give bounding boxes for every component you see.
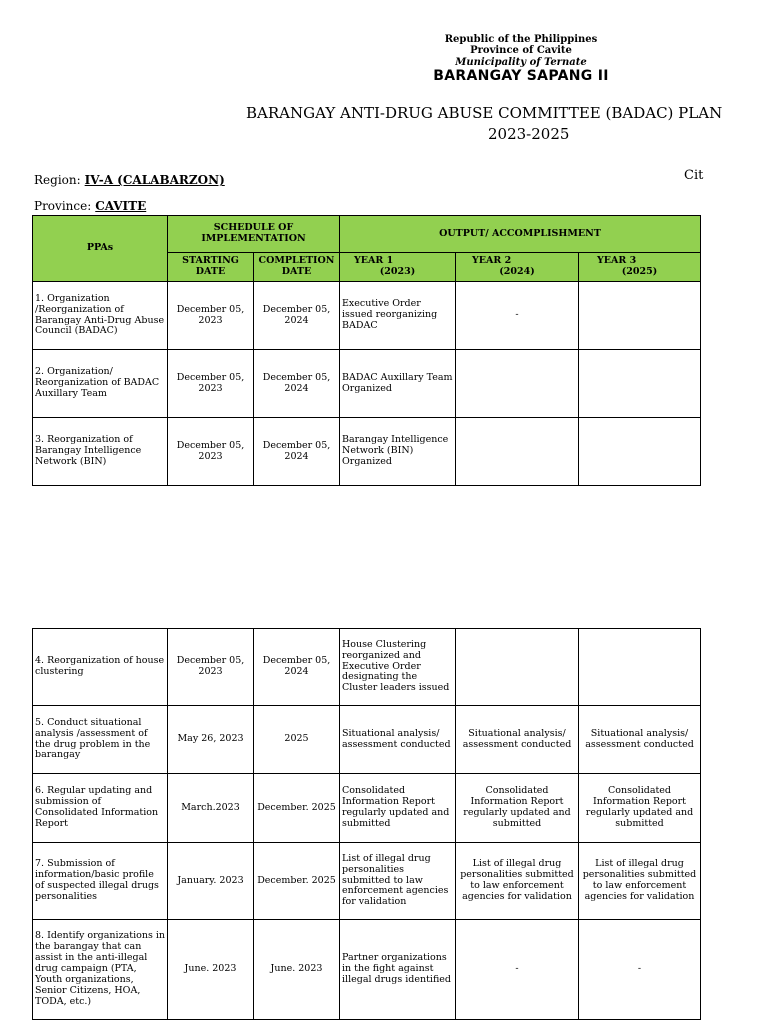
ppa-cell: 6. Regular updating and submission of Consolidated Information Report: [33, 774, 168, 843]
year3-cell: [579, 629, 701, 706]
end-date-cell: December. 2025: [254, 774, 340, 843]
start-date-cell: December 05, 2023: [168, 350, 254, 418]
table-row: [33, 774, 701, 843]
year1-value: (2023): [379, 266, 416, 277]
year1-cell: Executive Order issued reorganizing BADAC: [340, 282, 456, 350]
province-field: [34, 199, 146, 213]
year2-label: YEAR 2: [472, 255, 512, 267]
year2-cell: [456, 629, 579, 706]
year3-cell: Consolidated Information Report regularly updated and submitted: [579, 774, 701, 843]
year3-cell: List of illegal drug personalities submitted to law enforcement agencies for validation: [579, 843, 701, 920]
region-value: IV-A (CALABARZON): [84, 173, 225, 187]
city-label: Cit: [684, 168, 704, 183]
table-row: [33, 418, 701, 486]
end-date-cell: December. 2025: [254, 843, 340, 920]
year1-cell: Partner organizations in the fight against illegal drugs identified: [340, 920, 456, 1020]
plan-table-top: [32, 215, 701, 486]
year3-cell: [579, 418, 701, 486]
year2-value: (2024): [499, 266, 535, 277]
year1-cell: Barangay Intelligence Network (BIN) Organized: [340, 418, 456, 486]
ppa-cell: 2. Organization/ Reorganization of BADAC Auxillary Team: [33, 350, 168, 418]
year2-cell: [456, 350, 579, 418]
ppa-cell: 4. Reorganization of house clustering: [33, 629, 168, 706]
header-year3: [579, 253, 701, 282]
plan-years: 2023-2025: [488, 125, 570, 143]
header-year1: [340, 253, 456, 282]
year2-cell: Consolidated Information Report regularly updated and submitted: [456, 774, 579, 843]
year3-value: (2025): [621, 266, 658, 277]
header-country: Republic of the Philippines: [444, 34, 598, 45]
table-row: [33, 629, 701, 706]
start-date-cell: June. 2023: [168, 920, 254, 1020]
year2-cell: -: [456, 920, 579, 1020]
end-date-cell: December 05, 2024: [254, 418, 340, 486]
table-row: [33, 282, 701, 350]
year3-cell: [579, 282, 701, 350]
start-date-cell: March.2023: [168, 774, 254, 843]
region-label: Region:: [34, 173, 81, 187]
province-label: Province:: [34, 199, 92, 213]
barangay-name: BARANGAY SAPANG II: [433, 68, 609, 84]
year1-label: YEAR 1: [354, 255, 394, 267]
start-date-cell: May 26, 2023: [168, 706, 254, 774]
plan-title: BARANGAY ANTI-DRUG ABUSE COMMITTEE (BADAC) PLAN: [246, 104, 723, 122]
header-output: OUTPUT/ ACCOMPLISHMENT: [340, 216, 701, 253]
header-year2: [456, 253, 579, 282]
header-municipality: Municipality of Ternate: [455, 57, 587, 68]
end-date-cell: 2025: [254, 706, 340, 774]
year2-cell: List of illegal drug personalities submitted to law enforcement agencies for validation: [456, 843, 579, 920]
end-date-cell: December 05, 2024: [254, 629, 340, 706]
end-date-cell: June. 2023: [254, 920, 340, 1020]
header-ppas: PPAs: [33, 216, 168, 282]
year3-cell: [579, 350, 701, 418]
ppa-cell: 8. Identify organizations in the barangay that can assist in the anti-illegal drug campaign (PTA, Youth organizations, Senior Citizens, HOA, TODA, etc.): [33, 920, 168, 1020]
province-value: CAVITE: [95, 199, 147, 213]
header-schedule: SCHEDULE OF IMPLEMENTATION: [168, 216, 340, 253]
ppa-cell: 3. Reorganization of Barangay Intelligence Network (BIN): [33, 418, 168, 486]
year1-cell: Consolidated Information Report regularly updated and submitted: [340, 774, 456, 843]
year2-cell: -: [456, 282, 579, 350]
year2-cell: Situational analysis/ assessment conducted: [456, 706, 579, 774]
year1-cell: Situational analysis/ assessment conducted: [340, 706, 456, 774]
header-province: Province of Cavite: [470, 45, 572, 56]
header-starting-date: STARTING DATE: [168, 253, 254, 282]
plan-table-bottom: [32, 628, 701, 1020]
region-field: [34, 173, 225, 187]
year2-cell: [456, 418, 579, 486]
end-date-cell: December 05, 2024: [254, 350, 340, 418]
header-completion-date: COMPLETION DATE: [254, 253, 340, 282]
end-date-cell: December 05, 2024: [254, 282, 340, 350]
table-row: [33, 920, 701, 1020]
start-date-cell: December 05, 2023: [168, 282, 254, 350]
table-row: [33, 350, 701, 418]
ppa-cell: 5. Conduct situational analysis /assessment of the drug problem in the barangay: [33, 706, 168, 774]
start-date-cell: December 05, 2023: [168, 629, 254, 706]
start-date-cell: January. 2023: [168, 843, 254, 920]
ppa-cell: 7. Submission of information/basic profile of suspected illegal drugs personalities: [33, 843, 168, 920]
start-date-cell: December 05, 2023: [168, 418, 254, 486]
table-row: [33, 706, 701, 774]
year3-cell: Situational analysis/ assessment conducted: [579, 706, 701, 774]
ppa-cell: 1. Organization /Reorganization of Barangay Anti-Drug Abuse Council (BADAC): [33, 282, 168, 350]
year1-cell: BADAC Auxillary Team Organized: [340, 350, 456, 418]
year3-label: YEAR 3: [597, 255, 637, 267]
year3-cell: -: [579, 920, 701, 1020]
year1-cell: House Clustering reorganized and Executive Order designating the Cluster leaders issued: [340, 629, 456, 706]
year1-cell: List of illegal drug personalities submitted to law enforcement agencies for validation: [340, 843, 456, 920]
table-row: [33, 843, 701, 920]
